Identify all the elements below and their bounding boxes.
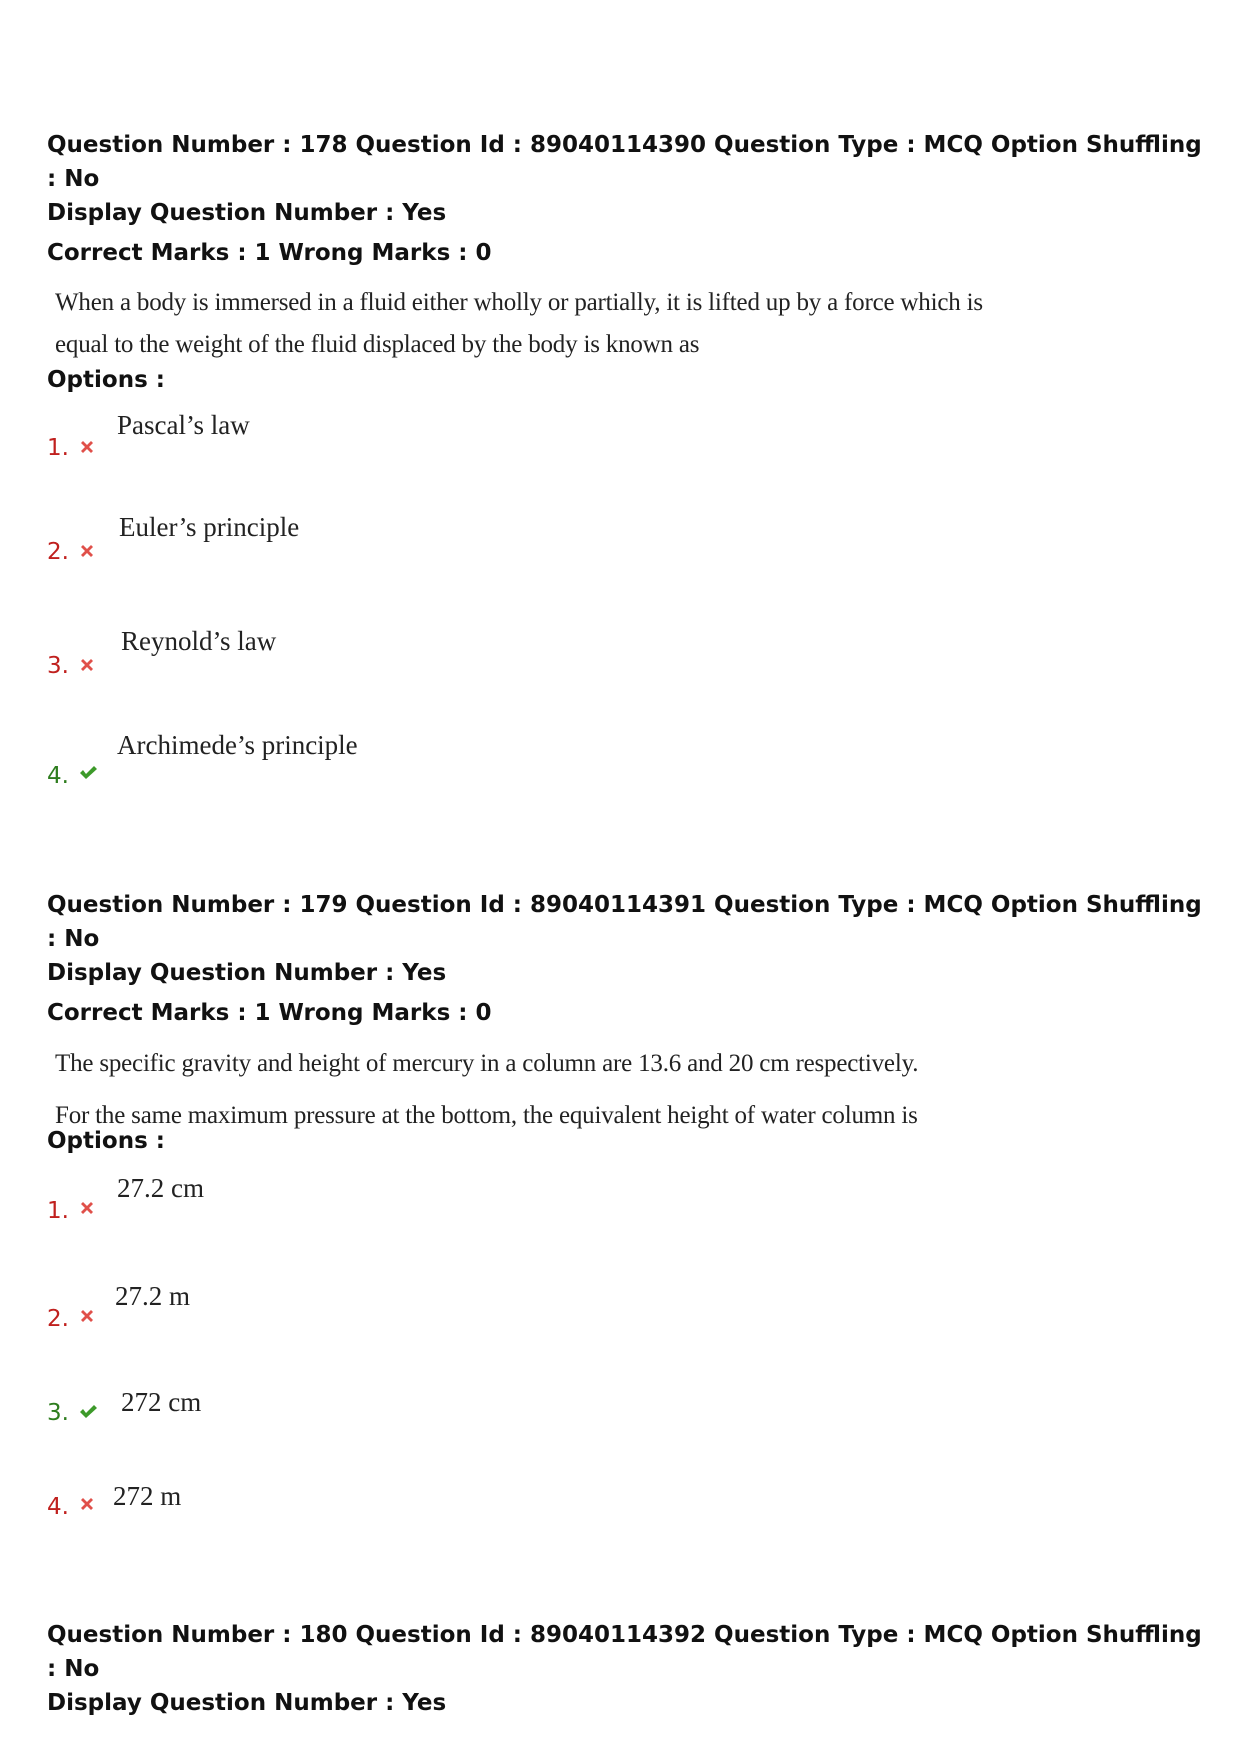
cross-icon	[77, 1198, 97, 1218]
option-4[interactable]	[47, 1480, 747, 1540]
option-text: Reynold’s law	[121, 626, 277, 656]
question-header-line2: Display Question Number : Yes	[47, 960, 447, 986]
question-block-179	[47, 888, 1207, 1142]
option-text: 272 m	[113, 1481, 182, 1511]
option-1[interactable]	[47, 409, 747, 469]
options-area-179	[47, 1124, 1207, 1544]
question-block-178	[47, 128, 1207, 366]
options-area-178	[47, 363, 1207, 803]
cross-icon	[77, 437, 97, 457]
cross-icon	[77, 655, 97, 675]
option-number: 4.	[47, 1494, 69, 1520]
question-header-line1: Question Number : 179 Question Id : 89040114391 Question Type : MCQ Option Shuffling : No	[47, 892, 1202, 952]
question-header-line2: Display Question Number : Yes	[47, 1690, 447, 1716]
cross-icon	[77, 1306, 97, 1326]
option-number: 3.	[47, 653, 69, 679]
option-4[interactable]	[47, 729, 747, 789]
option-3[interactable]	[47, 625, 747, 685]
question-header-line2: Display Question Number : Yes	[47, 200, 447, 226]
option-2[interactable]	[47, 511, 747, 571]
option-3[interactable]	[47, 1386, 747, 1446]
question-block-180	[47, 1618, 1207, 1720]
question-text-line2: equal to the weight of the fluid displaced by the body is known as	[55, 331, 700, 358]
option-number: 4.	[47, 763, 69, 789]
question-text-line1: When a body is immersed in a fluid either wholly or partially, it is lifted up by a force which is	[55, 289, 983, 316]
question-marks: Correct Marks : 1 Wrong Marks : 0	[47, 1000, 492, 1026]
cross-icon	[77, 1494, 97, 1514]
option-number: 1.	[47, 435, 69, 461]
option-text: Archimede’s principle	[117, 730, 358, 760]
question-marks: Correct Marks : 1 Wrong Marks : 0	[47, 240, 492, 266]
option-number: 3.	[47, 1400, 69, 1426]
question-header-line1: Question Number : 178 Question Id : 89040114390 Question Type : MCQ Option Shuffling : No	[47, 132, 1202, 192]
option-text: 272 cm	[121, 1387, 202, 1417]
option-text: 27.2 cm	[117, 1173, 204, 1203]
option-text: Euler’s principle	[119, 512, 300, 542]
option-2[interactable]	[47, 1280, 747, 1340]
check-icon	[77, 763, 99, 783]
options-label: Options :	[47, 1128, 165, 1154]
cross-icon	[77, 541, 97, 561]
question-header-line1: Question Number : 180 Question Id : 89040114392 Question Type : MCQ Option Shuffling : No	[47, 1622, 1202, 1682]
option-text: 27.2 m	[115, 1281, 191, 1311]
option-1[interactable]	[47, 1172, 747, 1232]
option-number: 2.	[47, 539, 69, 565]
option-text: Pascal’s law	[117, 410, 250, 440]
question-text	[55, 282, 1207, 366]
question-text-line2: For the same maximum pressure at the bottom, the equivalent height of water column is	[55, 1102, 918, 1129]
question-text-line1: The specific gravity and height of mercury in a column are 13.6 and 20 cm respectively.	[55, 1050, 919, 1077]
option-number: 1.	[47, 1198, 69, 1224]
check-icon	[77, 1402, 99, 1422]
options-label: Options :	[47, 367, 165, 393]
option-number: 2.	[47, 1306, 69, 1332]
